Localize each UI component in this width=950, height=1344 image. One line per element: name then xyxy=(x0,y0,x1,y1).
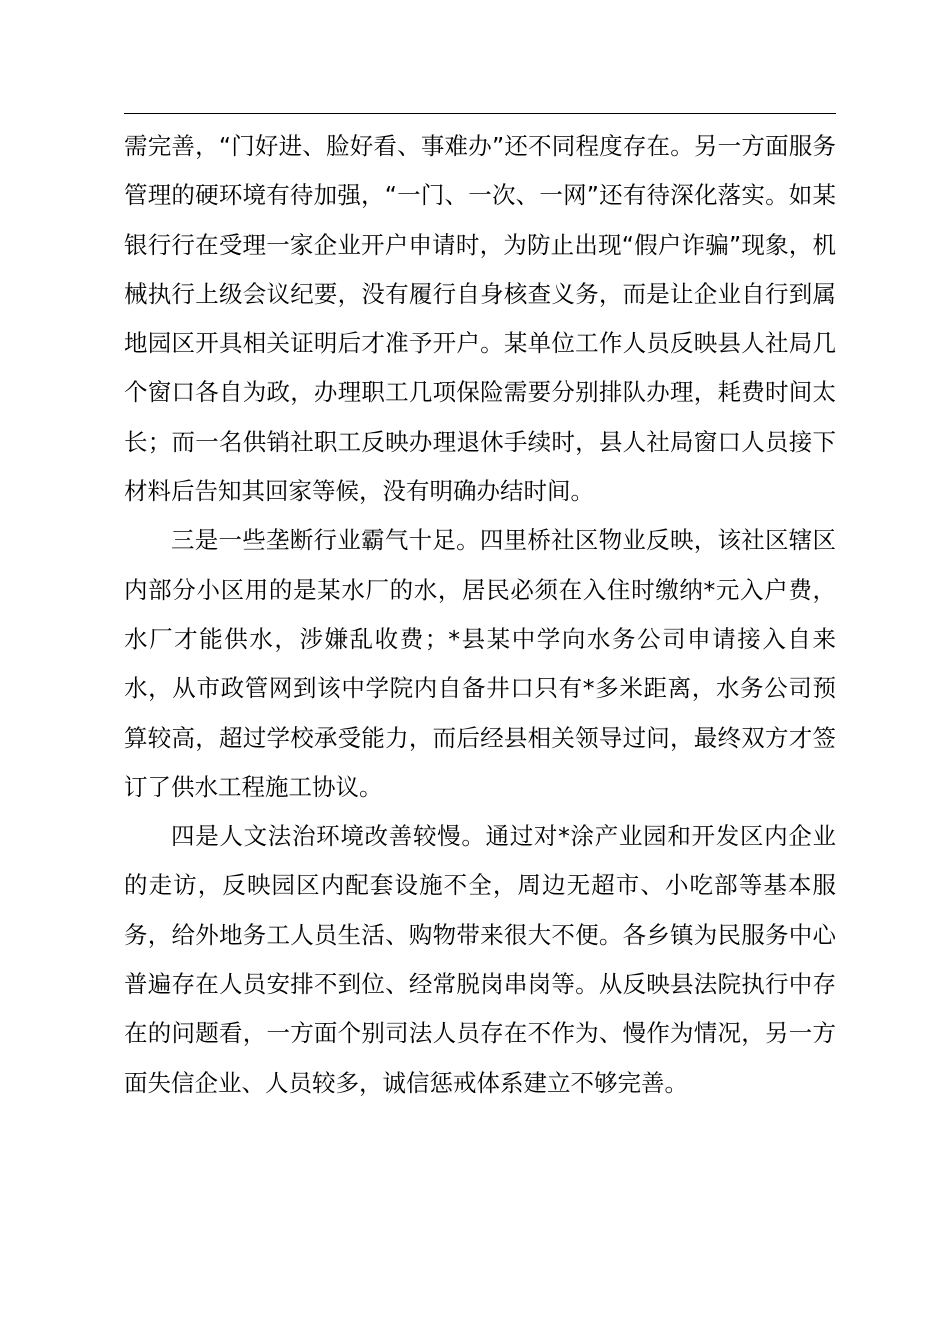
header-rule xyxy=(124,113,836,114)
paragraph-3: 四是人文法治环境改善较慢。通过对*涂产业园和开发区内企业的走访，反映园区内配套设施不全，周边无超市、小吃部等基本服务，给外地务工人员生活、购物带来很大不便。各乡镇为民服务中心普遍存在人员安排不到位、经常脱岗串岗等。从反映县法院执行中存在的问题看，一方面个别司法人员存在不作为、慢作为情况，另一方面失信企业、人员较多，诚信惩戒体系建立不够完善。 xyxy=(124,822,836,1097)
paragraph-2: 三是一些垄断行业霸气十足。四里桥社区物业反映，该社区辖区内部分小区用的是某水厂的水，居民必须在入住时缴纳*元入户费，水厂才能供水，涉嫌乱收费；*县某中学向水务公司申请接入自来水，从市政管网到该中学院内自备井口只有*多米距离，水务公司预算较高，超过学校承受能力，而后经县相关领导过问，最终双方才签订了供水工程施工协议。 xyxy=(124,526,836,801)
paragraph-1: 需完善，“门好进、脸好看、事难办”还不同程度存在。另一方面服务管理的硬环境有待加强，“一门、一次、一网”还有待深化落实。如某银行行在受理一家企业开户申请时，为防止出现“假户诈骗”现象，机械执行上级会议纪要，没有履行自身核查义务，而是让企业自行到属地园区开具相关证明后才准予开户。某单位工作人员反映县人社局几个窗口各自为政，办理职工几项保险需要分别排队办理，耗费时间太长；而一名供销社职工反映办理退休手续时，县人社局窗口人员接下材料后告知其回家等候，没有明确办结时间。 xyxy=(124,132,836,506)
document-body xyxy=(124,122,836,1108)
